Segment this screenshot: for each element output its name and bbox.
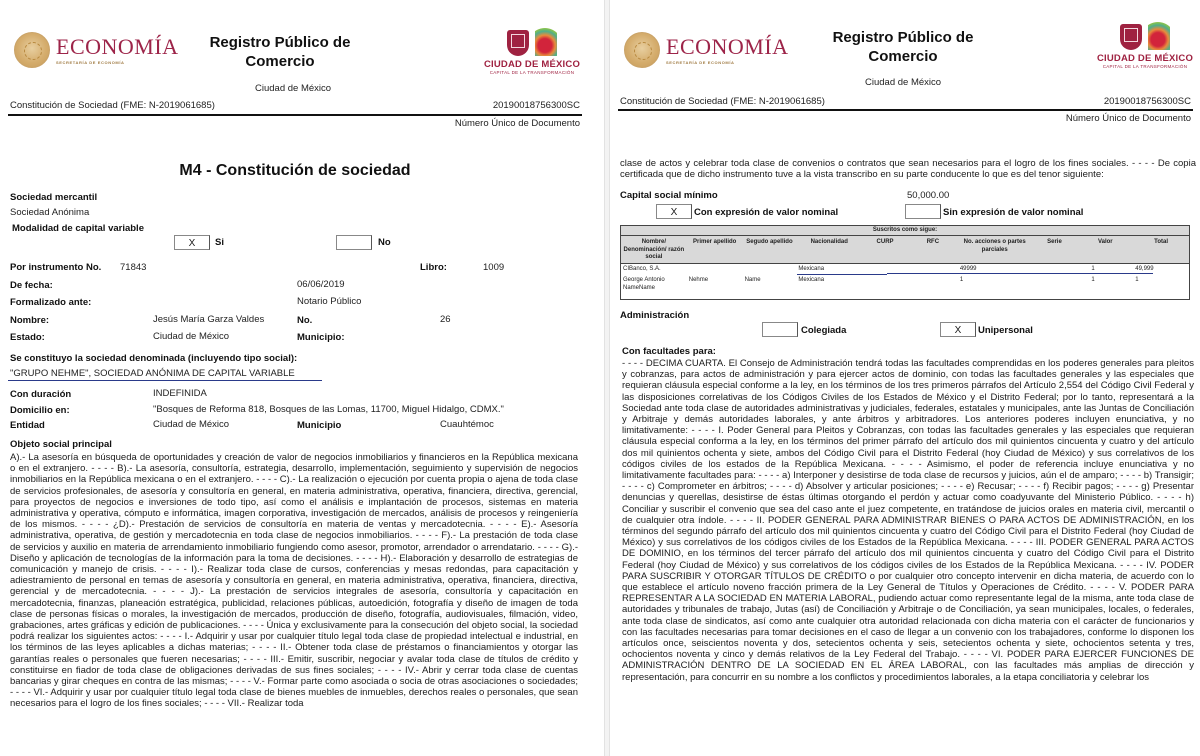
denominacion-label: Se constituyo la sociedad denominada (incluyendo tipo social):	[10, 353, 298, 364]
facultades-text: - - - - DECIMA CUARTA. El Consejo de Administración tendrá todas las facultades comprendidas en los poderes generales para pleitos y cobranzas, para actos de administración y para ejercer actos de dominio, con todas las facultades generales y las especiales que requieran cláusula especial conforme a la ley, en los términos de los tres primeros párrafos del Artículo 2,554 del Código Civil Federal y las disposiciones correlativas de los Códigos Civiles de los Estados de México y el Distrito Federal; por lo tanto, representará a la Sociedad ante toda clase de autoridades administrativas y judiciales, federales, estatales y municipales, ante las Juntas de Conciliación y Arbitraje y demás autoridades laborales, y ante árbitros y arbitradores. Los anteriores poderes incluyen enunciativa, y no limitativamente: - - - - I. Poder General para Pleitos y Cobranzas, con todas las facultades generales y las especiales que requieran cláusula especial conforma a la ley, en los términos del primer párrafo del artículo dos mil quinientos cincuenta y cuatro y del artículo dos mil quinientos ochenta y siete, ambos del Código Civil para el Distrito Federal (hoy Ciudad de México) y sus correlativos de los códigos civiles de los estados de la República Mexicana. - - - - Asimismo, el poder de referencia incluye enunciativa y no limitativamente facultades para: - - - - a) Interponer y desistirse de toda clase de recursos y juicios, aún el de amparo; - - - - b) Transigir; - - - - c) Comprometer en árbitros; - - - - d) Absolver y articular posiciones; - - - - e) Recusar; - - - - f) Recibir pagos; - - - - g) Presentar denuncias y querellas, desistirse de éstas últimas otorgando el perdón y actuar como coadyuvante del Ministerio Público. - - - - h) Conciliar y suscribir el convenio que sea del caso ante el juez competente, en tratándose de juicios orales en materia civil, mercantil o de cualquier otra índole. - - - - II. PODER GENERAL PARA ADMINISTRAR BIENES O PARA ACTOS DE ADMINISTRACIÓN, en los términos del segundo párrafo del artículo dos mil quinientos cincuenta y cuatro del Código Civil para el Distrito Federal (hoy Ciudad de México) y sus correlativos de los códigos civiles de los Estados de la República Mexicana. - - - - III. PODER GENERAL PARA ACTOS DE DOMINIO, en los términos del tercer párrafo del artículo dos mil quinientos cincuenta y cuatro del Código Civil para el Distrito Federal (hoy Ciudad de México) y sus correlativos de los códigos civiles de los Estados de la República Mexicana. - - - - IV. PODER PARA SUSCRIBIR Y OTORGAR TÍTULOS DE CRÉDITO o por cualquier otro concepto intervenir en dicha materia, de acuerdo con lo que establece el artículo noveno fracción primera de la Ley General de Títulos y Operaciones de Crédito. - - - - V. PODER PARA REPRESENTAR A LA SOCIEDAD EN MATERIA LABORAL, pudiendo actuar como representante legal de la misma, ante toda clase de autoridades y tribunales de trabajo, Jutas (así) de Conciliación y Arbitraje o de Conciliación, ya sean municipales, locales, o federales, ante toda clase de sindicatos, así como ante cualquier otra autoridad relacionada con dicha materia con el carácter de funcionarios y con las facultades necesarias para tomar decisiones en el caso de llegar a un convenio con los trabajadores, conforme lo disponen los artículos once, seiscientos noventa y dos, setecientos ochenta y seis, setecientos ochenta y siete, ochocientos setenta y tres, ochocientos noventa y cinco y demás relativos de la Ley Federal del Trabajo. - - - - VI. PODER PARA EJERCER FUNCIONES DE ADMINISTRACIÓN DENTRO DE LA SOCIEDAD EN EL ÁREA LABORAL, con las facultades más amplias de dirección y representación, para concurrir en su nombre a los conflictos y procedimientos laborales, a la etapa conciliatoria y celebrar los	[622, 358, 1194, 683]
instrumento-value: 71843	[120, 262, 147, 273]
notario-no-value: 26	[440, 314, 451, 325]
nombre-label: Nombre:	[10, 315, 50, 326]
sin-valor-checkbox[interactable]	[905, 204, 941, 219]
cdmx-shield-icon	[507, 30, 529, 56]
modalidad-si-label: Si	[215, 237, 224, 248]
objeto-label: Objeto social principal	[10, 439, 112, 450]
sociedad-mercantil-value: Sociedad Anónima	[10, 207, 90, 218]
table-cell: CIBanco, S.A.	[623, 266, 661, 272]
document-type: Constitución de Sociedad (FME: N-2019061685)	[620, 96, 825, 107]
estado-value: Ciudad de México	[153, 331, 230, 342]
table-cell	[743, 264, 797, 275]
modalidad-label: Modalidad de capital variable	[12, 223, 144, 234]
registry-title	[200, 33, 360, 71]
economia-logo-subtitle: SECRETARÍA DE ECONOMÍA	[56, 59, 125, 65]
notario-no-label: No.	[297, 315, 313, 326]
economia-logo	[14, 32, 179, 68]
colegiada-label: Colegiada	[801, 325, 847, 336]
sin-valor-label: Sin expresión de valor nominal	[943, 207, 1084, 218]
subscribers-table	[620, 225, 1190, 300]
cdmx-heart-icon	[1148, 20, 1170, 50]
con-valor-checkbox[interactable]: X	[656, 204, 692, 219]
modalidad-no-label: No	[378, 237, 391, 248]
cdmx-logo	[1095, 18, 1195, 69]
table-cell: Mexicana	[798, 266, 825, 272]
document-number: 20190018756300SC	[492, 100, 580, 111]
fecha-label: De fecha:	[10, 280, 53, 291]
cdmx-logo-subtitle: CAPITAL DE LA TRANSFORMACIÓN	[489, 70, 575, 75]
header-city: Ciudad de México	[865, 77, 942, 88]
modalidad-si-checkbox[interactable]: X	[174, 235, 210, 250]
denominacion-underline	[8, 380, 322, 381]
column-header: Segudo apellido	[746, 239, 793, 245]
libro-value: 1009	[483, 262, 505, 273]
domicilio-value: "Bosques de Reforma 818, Bosques de las Lomas, 11700, Miguel Hidalgo, CDMX."	[153, 404, 504, 415]
column-header: Total	[1154, 239, 1169, 245]
economia-logo-word: ECONOMÍA	[666, 33, 789, 59]
cdmx-logo	[482, 24, 582, 75]
cdmx-shield-icon	[1120, 24, 1142, 50]
table-cell: 1	[1091, 277, 1095, 283]
nombre-value: Jesús María Garza Valdes	[153, 314, 265, 325]
table-cell: Nehme	[688, 277, 709, 283]
economia-logo-subtitle: SECRETARÍA DE ECONOMÍA	[666, 59, 735, 65]
document-number: 20190018756300SC	[1103, 96, 1191, 107]
capital-label: Capital social mínimo	[620, 190, 718, 201]
subscribers-table-title: Suscritos como sigue:	[621, 226, 1189, 236]
table-cell: 49,999	[1135, 266, 1154, 272]
document-type: Constitución de Sociedad (FME: N-2019061685)	[10, 100, 215, 111]
modalidad-no-checkbox[interactable]	[336, 235, 372, 250]
registry-title	[823, 28, 983, 66]
unipersonal-label: Unipersonal	[978, 325, 1033, 336]
table-cell: 1	[959, 277, 964, 283]
column-header: Primer apellido	[692, 239, 737, 245]
column-header: CURP	[876, 239, 894, 245]
duracion-value: INDEFINIDA	[153, 388, 207, 399]
header-rule	[618, 109, 1193, 111]
instrumento-label: Por instrumento No.	[10, 262, 102, 273]
table-cell: 49999	[959, 266, 977, 272]
subscribers-table-header	[621, 236, 1189, 264]
economia-logo-word: ECONOMÍA	[56, 33, 179, 59]
header-rule	[8, 114, 582, 116]
cdmx-logo-name: CIUDAD DE MÉXICO	[1096, 53, 1194, 64]
registry-title-line2: Comercio	[245, 53, 315, 70]
formalizado-label: Formalizado ante:	[10, 297, 92, 308]
table-cell: Name	[744, 277, 761, 283]
table-cell: 1	[1135, 277, 1139, 283]
registry-title-line1: Registro Público de	[832, 29, 974, 46]
cdmx-logo-subtitle: CAPITAL DE LA TRANSFORMACIÓN	[1102, 64, 1188, 69]
denominacion-value: "GRUPO NEHME", SOCIEDAD ANÓNIMA DE CAPITAL VARIABLE	[10, 368, 295, 379]
document-number-label: Número Único de Documento	[454, 118, 580, 129]
fecha-value: 06/06/2019	[297, 279, 345, 290]
column-header: Nacionalidad	[810, 239, 848, 245]
header-city: Ciudad de México	[255, 83, 332, 94]
entidad-value: Ciudad de México	[153, 419, 230, 430]
unipersonal-checkbox[interactable]: X	[940, 322, 976, 337]
municipio-label: Municipio:	[297, 332, 345, 343]
table-cell	[1032, 275, 1078, 299]
estado-label: Estado:	[10, 332, 45, 343]
national-seal-icon	[624, 32, 660, 68]
column-header: Serie	[1047, 239, 1062, 245]
table-row	[621, 264, 1189, 275]
municipio2-value: Cuauhtémoc	[440, 419, 494, 430]
libro-label: Libro:	[420, 262, 447, 273]
table-cell	[908, 275, 958, 299]
table-cell	[687, 264, 743, 275]
colegiada-checkbox[interactable]	[762, 322, 798, 337]
duracion-label: Con duración	[10, 389, 72, 400]
table-row	[621, 275, 1189, 299]
continuation-text: clase de actos y celebrar toda clase de convenios o contratos que sean necesarios para el logro de los fines sociales. - - - - De copia certificada que de dicho instrumento tuve a la vista transcribo en su parte conducente lo que es del tenor siguiente:	[620, 158, 1196, 181]
cdmx-logo-name: CIUDAD DE MÉXICO	[483, 59, 581, 70]
table-cell: Mexicana	[798, 277, 825, 283]
administracion-label: Administración	[620, 310, 690, 321]
cdmx-heart-icon	[535, 26, 557, 56]
registry-title-line1: Registro Público de	[209, 34, 351, 51]
capital-value: 50,000.00	[907, 190, 950, 201]
con-valor-label: Con expresión de valor nominal	[694, 207, 839, 218]
table-cell: George Antonio NameName	[623, 277, 665, 291]
table-cell: 1	[1091, 266, 1095, 272]
domicilio-label: Domicilio en:	[10, 405, 70, 416]
table-cell	[862, 275, 908, 299]
national-seal-icon	[14, 32, 50, 68]
objeto-social-text: A).- La asesoría en búsqueda de oportunidades y creación de valor de negocios inmobiliarios y financieros en la República mexicana o en el extranjero. - - - - B).- La asesoría, consultoría, estrategia, desarrollo, implementación, seguimiento y supervisión de negocios inmobiliarios en la República mexicana o en el extranjero. - - - - C).- La realización o ejecución por cuenta propia o ajena de toda clase de servicios profesionales, de asesoría y consultoría en general, en materia administrativa, operativa, financiera, directiva, gerencial, para proyectos de negocios e inversiones de todo tipo, así como el análisis e implantación de procesos, sistemas en materia administrativa y operativa, cómputo e informática, imagen corporativa, investigación de mercados, análisis de procesos y reingeniería de los mismos. - - - - ¿D).- Prestación de servicios de consultoría en materia de ventas y mercadotecnia. - - - - E).- Asesoría administrativa, operativa, de gestión y mercadotecnia en toda clase de negocios inmobiliarios. - - - - F).- La prestación de toda clase de servicios y auxilio en materia de arrendamiento inmobiliario fungiendo como asesor, promotor, arrendador o arrendatario. - - - - G).- Diseño y aplicación de tecnologías de la información para la toma de decisiones. - - - - H).- Elaboración y desarrollo de estrategias de comunicación y manejo de crisis. - - - - I).- Realizar toda clase de cursos, conferencias y mesas redondas, para capacitación y adiestramiento de personal en temas de asesoría y consultoría en general, en materia administrativa, operativa, financiera, directiva, gerencial y de mercadotecnia. - - - - J).- La prestación de servicios integrales de asesoría, consultoría y capacitación en mercadotecnia, finanzas, planeación estratégica, publicidad, relaciones públicas, autoedición, fotografía y diseño de imagen de toda clase de personas físicas o morales, la investigación de mercados, producción de diseño, fotografía, audiovisuales, filmación, video, grabaciones, artes gráficas y edición de publicaciones. - - - - Única y exclusivamente para la consecución del objeto social, la sociedad podrá realizar los siguientes actos: - - - - I.- Adquirir y usar por cualquier título legal toda clase de propiedad intelectual e industrial, en los términos de las leyes aplicables a dichas materias; - - - - II.- Obtener toda clase de préstamos o financiamientos y otorgar las garantías reales o personales que fueren necesarias; - - - - III.- Emitir, suscribir, negociar y avalar toda clase de títulos de crédito y constituirse en fiador de toda clase de obligaciones derivadas de sus fines sociales; - - - - IV.- Abrir y cerrar toda clase de cuentas bancarias y girar cheques en contra de las mismas; - - - - V.- Formar parte como asociada o socia de otras asociaciones o sociedades; - - - - VI.- Adquirir y usar por cualquier título legal toda clase de bienes muebles de inmuebles, derechos reales o personales, que sean necesarios para el logro de los fines sociales; - - - - VII.- Realizar toda	[10, 452, 578, 710]
entidad-label: Entidad	[10, 420, 45, 431]
facultades-label: Con facultades para:	[622, 346, 716, 357]
column-header: Nombre/ Denominación/ razón social	[623, 239, 685, 260]
formalizado-value: Notario Público	[297, 296, 362, 307]
document-page-2	[610, 0, 1200, 756]
column-header: No. acciones o partes parciales	[963, 239, 1026, 253]
municipio2-label: Municipio	[297, 420, 342, 431]
document-number-label: Número Único de Documento	[1065, 113, 1191, 124]
economia-logo	[624, 32, 789, 68]
registry-title-line2: Comercio	[868, 48, 938, 65]
form-title: M4 - Constitución de sociedad	[179, 162, 411, 179]
column-header: Valor	[1097, 239, 1113, 245]
column-header: RFC	[926, 239, 940, 245]
row-underline	[887, 273, 1153, 274]
sociedad-mercantil-label: Sociedad mercantil	[10, 192, 98, 203]
